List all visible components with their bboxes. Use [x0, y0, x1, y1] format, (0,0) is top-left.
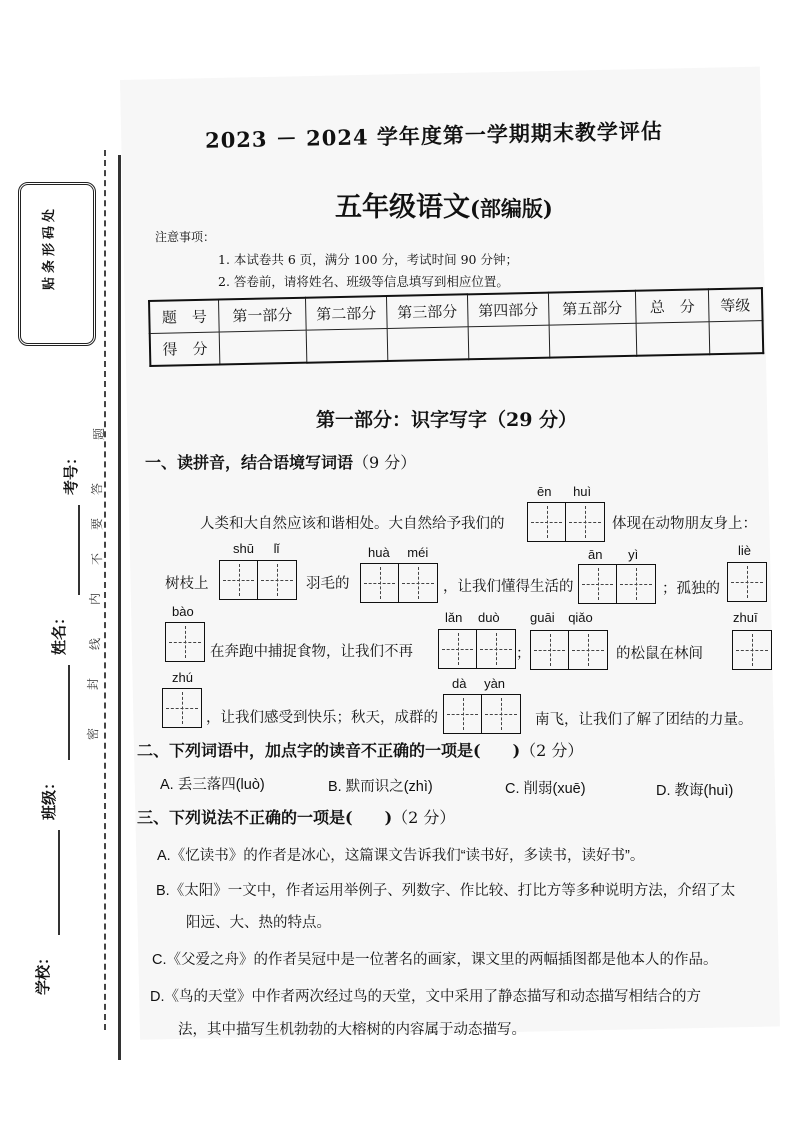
answer-grid[interactable]: [162, 688, 202, 728]
pinyin: zhuī: [733, 610, 758, 625]
option-a[interactable]: A.《忆读书》的作者是冰心，这篇课文告诉我们“读书好，多读书，读好书”。: [157, 848, 645, 864]
answer-grid[interactable]: [732, 630, 772, 670]
question-1-title: [145, 450, 416, 473]
sentence-text: 体现在动物朋友身上：: [612, 516, 757, 532]
score-cell[interactable]: [306, 328, 388, 362]
answer-grid[interactable]: [438, 629, 516, 669]
notice-heading: 注意事项：: [155, 230, 216, 244]
sentence-text: ，让我们懂得生活的: [443, 579, 574, 595]
seal-char: 线: [88, 637, 102, 650]
edition-label: (部编版): [470, 196, 553, 221]
question-3-points: （2 分）: [392, 808, 456, 827]
score-cell[interactable]: [219, 330, 307, 364]
score-cell[interactable]: [636, 322, 710, 356]
table-cell: 第五部分: [548, 291, 636, 325]
table-cell: 等级: [708, 288, 762, 322]
option-c[interactable]: C.《父爱之舟》的作者吴冠中是一位著名的画家，课文里的两幅插图都是他本人的作品。: [152, 952, 718, 968]
seal-char: 答: [90, 482, 104, 495]
answer-grid[interactable]: [443, 694, 521, 734]
table-cell: 第四部分: [467, 293, 549, 327]
pinyin: liè: [738, 543, 752, 558]
option-d-continued: 法，其中描写生机勃勃的大榕树的内容属于动态描写。: [178, 1022, 526, 1038]
table-cell: 第一部分: [219, 298, 307, 332]
answer-grid[interactable]: [527, 502, 605, 542]
subject-title: [335, 185, 553, 224]
field-school: 学校：: [34, 949, 52, 995]
seal-char: 封: [86, 677, 100, 690]
option-a[interactable]: A. 丢三落四(luò): [160, 777, 265, 793]
sentence-text: 的松鼠在林间: [616, 646, 703, 662]
sentence-text: ；: [516, 646, 531, 662]
sentence-text: 人类和大自然应该和谐相处。大自然给予我们的: [200, 516, 505, 532]
pinyin: dà yàn: [452, 676, 506, 691]
field-class: 班级：: [40, 774, 58, 820]
answer-grid[interactable]: [360, 563, 438, 603]
score-cell[interactable]: [709, 321, 763, 355]
field-name: 姓名：: [50, 609, 68, 655]
score-cell[interactable]: [468, 325, 550, 359]
option-c[interactable]: C. 削弱(xuē): [505, 781, 586, 797]
pinyin: zhú: [172, 670, 193, 685]
question-2-points: （2 分）: [520, 741, 584, 760]
binding-line: [118, 155, 121, 1060]
pinyin: huà méi: [368, 545, 429, 560]
sentence-text: 羽毛的: [306, 576, 350, 592]
pinyin: guāi qiǎo: [530, 610, 593, 625]
seal-char: 题: [92, 427, 106, 440]
sentence-text: 在奔跑中捕捉食物，让我们不再: [210, 644, 413, 660]
answer-grid[interactable]: [578, 564, 656, 604]
option-b[interactable]: B. 默而识之(zhì): [328, 779, 433, 795]
name-underline[interactable]: [68, 665, 70, 760]
pinyin: lǎn duò: [445, 610, 500, 625]
seal-char: 不: [90, 552, 104, 565]
question-1-points: （9 分）: [353, 453, 417, 472]
question-2-title: [137, 738, 583, 761]
subject-name: 五年级语文: [335, 192, 470, 223]
question-2-text: 二、下列词语中，加点字的读音不正确的一项是( ): [137, 741, 521, 760]
sentence-text: ，让我们感受到快乐；秋天，成群的: [206, 710, 438, 726]
table-cell: 第二部分: [305, 296, 387, 330]
question-1-text: 一、读拼音，结合语境写词语: [145, 453, 354, 472]
table-cell: 总 分: [635, 289, 709, 323]
sentence-text: ；孤独的: [662, 581, 720, 597]
answer-grid[interactable]: [219, 560, 297, 600]
barcode-label: 贴条形码处: [42, 204, 57, 290]
answer-grid[interactable]: [530, 630, 608, 670]
answer-grid[interactable]: [165, 622, 205, 662]
class-underline[interactable]: [58, 830, 60, 935]
notice-item: 2. 答卷前，请将姓名、班级等信息填写到相应位置。: [218, 274, 509, 289]
option-b[interactable]: B.《太阳》一文中，作者运用举例子、列数字、作比较、打比方等多种说明方法，介绍了太: [156, 883, 736, 899]
notice-item: 1. 本试卷共 6 页，满分 100 分，考试时间 90 分钟；: [218, 252, 518, 267]
table-cell: 第三部分: [386, 294, 468, 328]
pinyin: ēn huì: [537, 484, 592, 499]
seal-char: 要: [90, 517, 104, 530]
option-d[interactable]: D. 教诲(huì): [656, 783, 734, 799]
table-cell: 题 号: [149, 300, 219, 334]
table-cell: 得 分: [150, 332, 220, 366]
exam-number-underline[interactable]: [78, 505, 80, 595]
binding-dashed-line: [104, 150, 106, 1030]
option-d[interactable]: D.《鸟的天堂》中作者两次经过鸟的天堂，文中采用了静态描写和动态描写相结合的方: [150, 989, 701, 1005]
option-b-continued: 阳远、大、热的特点。: [186, 915, 331, 931]
score-cell[interactable]: [549, 323, 637, 357]
exam-title: 2023 － 2024 学年度第一学期期末教学评估: [204, 118, 664, 153]
pinyin: ān yì: [588, 547, 639, 562]
field-exam-number: 考号：: [62, 449, 80, 495]
pinyin: shū lǐ: [233, 541, 280, 556]
seal-char: 密: [86, 727, 100, 740]
barcode-area: [18, 182, 96, 346]
sentence-text: 树枝上: [165, 576, 209, 592]
question-3-text: 三、下列说法不正确的一项是( ): [137, 808, 393, 827]
part-one-title: 第一部分：识字写字（29 分）: [316, 409, 578, 431]
sentence-text: 南飞，让我们了解了团结的力量。: [535, 712, 753, 728]
answer-grid[interactable]: [727, 562, 767, 602]
pinyin: bào: [172, 604, 194, 619]
score-cell[interactable]: [387, 327, 469, 361]
question-3-title: [137, 805, 455, 828]
seal-char: 内: [88, 592, 102, 605]
score-table: [148, 287, 764, 367]
